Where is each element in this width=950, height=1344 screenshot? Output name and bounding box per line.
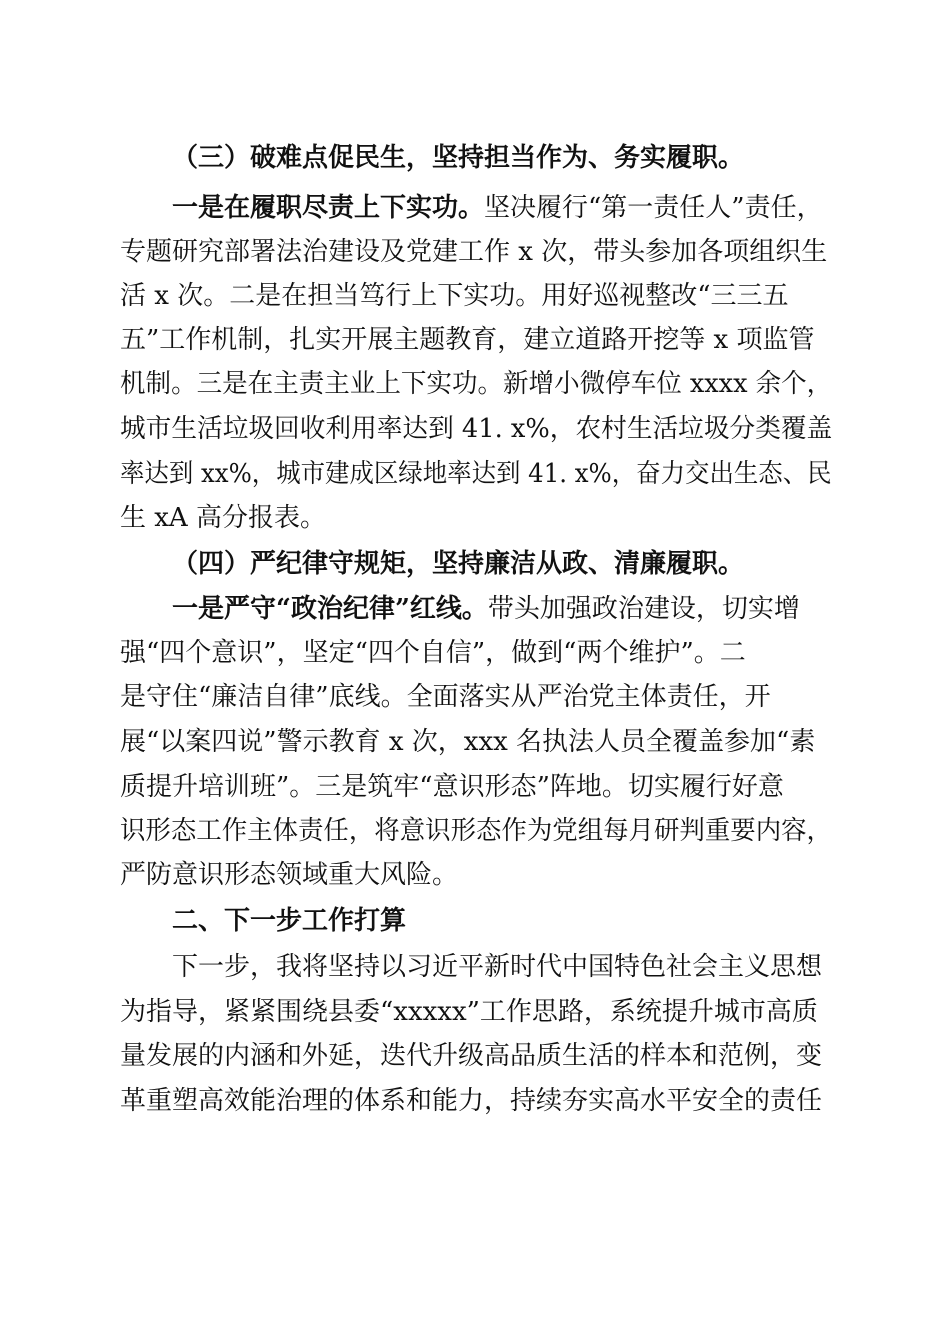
paragraph-lead: 一是在履职尽责上下实功。 <box>172 193 485 223</box>
section-heading-3: （三）破难点促民生，坚持担当作为、务实履职。 <box>172 143 745 173</box>
paragraph-line: 机制。三是在主责主业上下实功。新增小微停车位 xxxx 余个， <box>120 369 833 399</box>
paragraph-line: 识形态工作主体责任，将意识形态作为党组每月研判重要内容， <box>120 816 832 846</box>
paragraph-line: 生 xA 高分报表。 <box>120 503 326 533</box>
paragraph-lead: 一是严守“政治纪律”红线。 <box>172 594 488 624</box>
paragraph-line: 下一步，我将坚持以习近平新时代中国特色社会主义思想 <box>172 952 823 982</box>
paragraph-line: 强“四个意识”，坚定“四个自信”，做到“两个维护”。二 <box>120 638 746 668</box>
paragraph-line: 质提升培训班”。三是筑牢“意识形态”阵地。切实履行好意 <box>120 772 784 802</box>
paragraph-line <box>172 594 800 624</box>
paragraph-line: 城市生活垃圾回收利用率达到 41. x%，农村生活垃圾分类覆盖 <box>120 414 833 444</box>
paragraph-text: 带头加强政治建设，切实增 <box>487 594 800 624</box>
paragraph-line: 为指导，紧紧围绕县委“xxxxx”工作思路，系统提升城市高质 <box>120 997 818 1027</box>
paragraph-text: 坚决履行“第一责任人”责任， <box>484 193 823 223</box>
paragraph-line: 活 x 次。二是在担当笃行上下实功。用好巡视整改“三三五 <box>120 281 789 311</box>
paragraph-line <box>172 193 823 223</box>
section-heading-next-steps: 二、下一步工作打算 <box>172 906 407 936</box>
paragraph-line: 五”工作机制，扎实开展主题教育，建立道路开挖等 x 项监管 <box>120 325 815 355</box>
paragraph-line: 严防意识形态领域重大风险。 <box>120 860 459 890</box>
section-heading-4: （四）严纪律守规矩，坚持廉洁从政、清廉履职。 <box>172 549 745 579</box>
paragraph-line: 展“以案四说”警示教育 x 次，xxx 名执法人员全覆盖参加“素 <box>120 727 816 757</box>
paragraph-line: 革重塑高效能治理的体系和能力，持续夯实高水平安全的责任 <box>120 1086 823 1116</box>
paragraph-line: 专题研究部署法治建设及党建工作 x 次，带头参加各项组织生 <box>120 237 828 267</box>
paragraph-line: 是守住“廉洁自律”底线。全面落实从严治党主体责任，开 <box>120 682 771 712</box>
paragraph-line: 率达到 xx%，城市建成区绿地率达到 41. x%，奋力交出生态、民 <box>120 459 832 489</box>
paragraph-line: 量发展的内涵和外延，迭代升级高品质生活的样本和范例，变 <box>120 1041 823 1071</box>
